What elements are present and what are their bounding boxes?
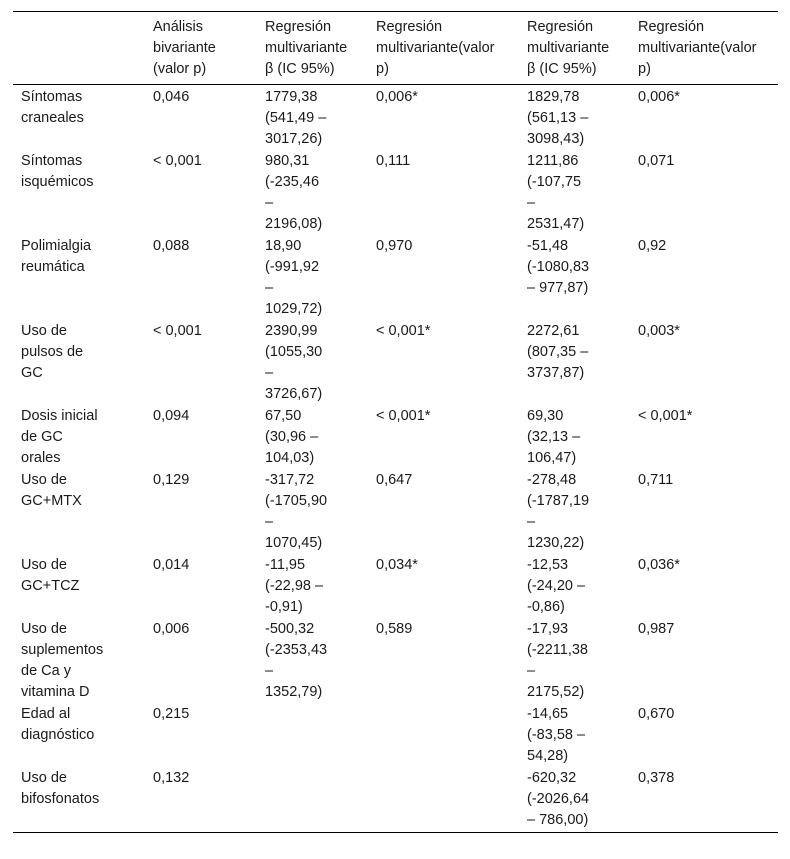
table-cell: < 0,001* [638, 408, 693, 424]
table-cell: 980,31 (-235,46 – 2196,08) [265, 153, 323, 232]
table-cell: 0,92 [638, 238, 667, 254]
table-cell: 0,670 [638, 706, 675, 722]
row-label: Uso de GC+TCZ [21, 557, 80, 594]
table-row [13, 704, 778, 768]
row-label: Uso de GC+MTX [21, 472, 82, 509]
table-cell: 0,006* [638, 89, 680, 105]
table-cell: -500,32 (-2353,43 – 1352,79) [265, 621, 328, 700]
table-cell: 2390,99 (1055,30 – 3726,67) [265, 323, 323, 402]
row-label: Síntomas craneales [21, 89, 84, 126]
row-label: Uso de pulsos de GC [21, 323, 84, 381]
row-label: Uso de suplementos de Ca y vitamina D [21, 621, 104, 700]
table-cell: 0,014 [153, 557, 190, 573]
table-cell: 69,30 (32,13 – 106,47) [527, 408, 581, 466]
table-cell: 0,378 [638, 770, 675, 786]
row-label: Uso de bifosfonatos [21, 770, 100, 807]
table-row [13, 470, 778, 555]
table-cell: 0,088 [153, 238, 190, 254]
table-cell: 2272,61 (807,35 – 3737,87) [527, 323, 589, 381]
table-row [13, 236, 778, 321]
table-cell: -620,32 (-2026,64 – 786,00) [527, 770, 590, 828]
table-cell: < 0,001 [153, 153, 202, 169]
row-label: Edad al diagnóstico [21, 706, 95, 743]
table-cell: -278,48 (-1787,19 – 1230,22) [527, 472, 590, 551]
table-row [13, 321, 778, 406]
table-cell [257, 768, 368, 833]
table-cell [368, 768, 519, 833]
table-cell: < 0,001 [153, 323, 202, 339]
header-cell-multivariate-beta-2: Regresión multivariante β (IC 95%) [527, 19, 610, 77]
table-cell: -12,53 (-24,20 – -0,86) [527, 557, 586, 615]
regression-table [13, 11, 778, 833]
table-cell: 0,034* [376, 557, 418, 573]
table-cell: 0,132 [153, 770, 190, 786]
table-cell: -11,95 (-22,98 – -0,91) [265, 557, 324, 615]
table-row [13, 85, 778, 152]
header-cell-multivariate-p-2: Regresión multivariante(valor p) [638, 19, 757, 77]
header-cell-multivariate-p-1: Regresión multivariante(valor p) [376, 19, 495, 77]
table-cell: 0,647 [376, 472, 413, 488]
table-cell: 0,006 [153, 621, 190, 637]
header-cell-multivariate-beta-1: Regresión multivariante β (IC 95%) [265, 19, 348, 77]
table-cell: 0,129 [153, 472, 190, 488]
table-cell: 0,036* [638, 557, 680, 573]
table-cell: -51,48 (-1080,83 – 977,87) [527, 238, 590, 296]
table-cell: -317,72 (-1705,90 – 1070,45) [265, 472, 328, 551]
row-label: Dosis inicial de GC orales [21, 408, 98, 466]
table-cell: -14,65 (-83,58 – 54,28) [527, 706, 586, 764]
header-row [13, 12, 778, 85]
table-cell: 0,215 [153, 706, 190, 722]
table-row [13, 619, 778, 704]
table-cell: 18,90 (-991,92 – 1029,72) [265, 238, 323, 317]
table-cell: -17,93 (-2211,38 – 2175,52) [527, 621, 588, 700]
table-cell: < 0,001* [376, 323, 431, 339]
table-cell: < 0,001* [376, 408, 431, 424]
table-cell: 1211,86 (-107,75 – 2531,47) [527, 153, 585, 232]
table-cell: 0,071 [638, 153, 675, 169]
table-row [13, 768, 778, 833]
row-label: Síntomas isquémicos [21, 153, 94, 190]
table-cell: 0,094 [153, 408, 190, 424]
table-cell: 0,111 [376, 153, 411, 169]
table-cell: 0,711 [638, 472, 674, 488]
table-cell [368, 704, 519, 768]
table-cell: 0,046 [153, 89, 190, 105]
row-label: Polimialgia reumática [21, 238, 92, 275]
table-cell: 0,970 [376, 238, 413, 254]
table-cell: 67,50 (30,96 – 104,03) [265, 408, 319, 466]
table-row [13, 406, 778, 470]
header-cell-bivariate-p: Análisis bivariante (valor p) [153, 19, 216, 77]
table-cell: 1779,38 (541,49 – 3017,26) [265, 89, 327, 147]
table-cell: 1829,78 (561,13 – 3098,43) [527, 89, 589, 147]
table-cell: 0,987 [638, 621, 675, 637]
table-cell: 0,006* [376, 89, 418, 105]
table-cell: 0,003* [638, 323, 680, 339]
table-row [13, 555, 778, 619]
table-row [13, 151, 778, 236]
table-cell: 0,589 [376, 621, 413, 637]
table-cell [257, 704, 368, 768]
header-cell-blank [13, 12, 145, 85]
